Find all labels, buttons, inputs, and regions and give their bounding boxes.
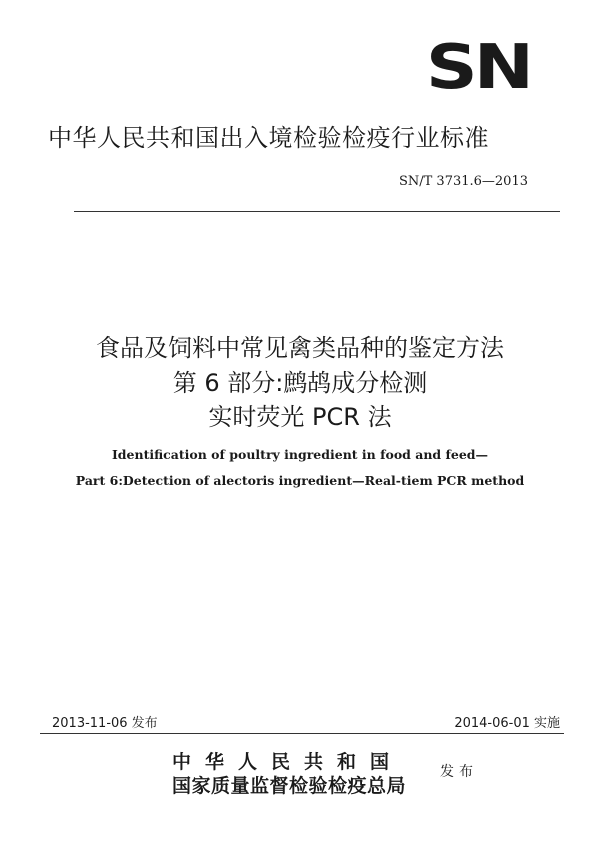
sn-logo: SN <box>425 30 530 103</box>
issuing-authority-heading: 中华人民共和国出入境检验检疫行业标准 <box>48 124 489 152</box>
title-en-line2: Part 6:Detection of alectoris ingredient—Real-tiem PCR method <box>75 473 525 488</box>
title-zh-line2: 第 6 部分:鹧鸪成分检测 <box>172 369 428 397</box>
title-zh-line1: 食品及饲料中常见禽类品种的鉴定方法 <box>96 334 504 362</box>
issuer-agency: 国家质量监督检验检疫总局 <box>172 775 407 797</box>
publish-label: 发布 <box>440 764 478 780</box>
implementation-date: 2014-06-01 实施 <box>454 716 560 731</box>
issuer-country: 中华人民共和国 <box>172 751 404 773</box>
title-zh-line3: 实时荧光 PCR 法 <box>208 403 392 431</box>
issue-date: 2013-11-06 发布 <box>52 716 158 731</box>
title-en-line1: Identification of poultry ingredient in food and feed— <box>111 447 489 462</box>
standard-code: SN/T 3731.6—2013 <box>398 174 528 189</box>
bottom-divider <box>40 733 564 734</box>
top-divider <box>74 211 560 212</box>
